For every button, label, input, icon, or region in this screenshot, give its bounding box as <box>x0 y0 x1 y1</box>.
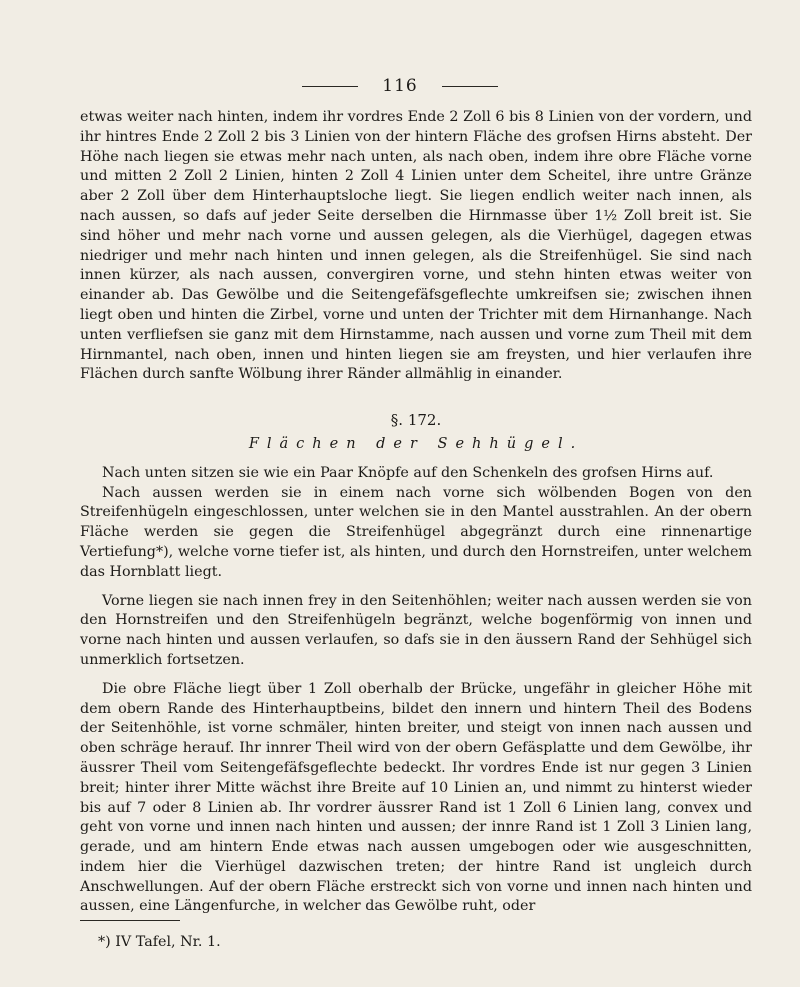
header-rule-right <box>442 86 498 87</box>
paragraph-3: Vorne liegen sie nach innen frey in den Seitenhöhlen; weiter nach aussen werden sie von den Hornstreifen und den Streifenhügeln begränzt, welche bogenförmig von innen und vorne nach hinten und aussen verlaufen, so dafs sie in den äussern Rand der Sehhügel sich unmerklich fortsetzen. <box>80 592 752 668</box>
paragraph-2: Nach aussen werden sie in einem nach vorne sich wölbenden Bogen von den Streifenhügeln eingeschlossen, unter welchen sie in den Mantel ausstrahlen. An der obern Fläche werden sie gegen die Streifenhügel abgegränzt durch eine rinnenartige Vertiefung*), welche vorne tiefer ist, als hinten, und durch den Hornstreifen, unter welchem das Hornblatt liegt. <box>80 484 752 580</box>
section-number: §. 172. <box>390 411 442 430</box>
page-number: 116 <box>382 76 418 96</box>
page-header <box>0 74 800 98</box>
footnote-rule <box>80 920 180 921</box>
paragraph-1: Nach unten sitzen sie wie ein Paar Knöpfe auf den Schenkeln des grofsen Hirns auf. <box>102 464 714 481</box>
continuation-paragraph: etwas weiter nach hinten, indem ihr vordres Ende 2 Zoll 6 bis 8 Linien von der vordern, und ihr hintres Ende 2 Zoll 2 bis 3 Linien von der hintern Fläche des grofsen Hirns absteht. Der Höhe nach liegen sie etwas mehr nach unten, als nach oben, indem ihre obre Fläche vorne und mitten 2 Zoll 2 Linien, hinten 2 Zoll 4 Linien unter dem Scheitel, ihre untre Gränze aber 2 Zoll über dem Hinterhauptsloche liegt. Sie liegen endlich weiter nach innen, als nach aussen, so dafs auf jeder Seite derselben die Hirnmasse über 1½ Zoll breit ist. Sie sind höher und mehr nach vorne und aussen gelegen, als die Vierhügel, dagegen etwas niedriger und mehr nach hinten und innen gelegen, als die Streifenhügel. Sie sind nach innen kürzer, als nach aussen, convergiren vorne, und stehn hinten etwas weiter von einander ab. Das Gewölbe und die Seitengefäfsgeflechte umkreifsen sie; zwischen ihnen liegt oben und hinten die Zirbel, vorne und unten der Trichter mit dem Hirnanhange. Nach unten verfliefsen sie ganz mit dem Hirnstamme, nach aussen und vorne zum Theil mit dem Hirnmantel, nach oben, innen und hinten liegen sie am freysten, und hier verlaufen ihre Flächen durch sanfte Wölbung ihrer Ränder allmählig in einander. <box>80 109 752 383</box>
section-title: Flächen der Sehhügel. <box>248 435 584 452</box>
header-rule-left <box>302 86 358 87</box>
footnote: *) IV Tafel, Nr. 1. <box>98 934 221 950</box>
paragraph-4: Die obre Fläche liegt über 1 Zoll oberhalb der Brücke, ungefähr in gleicher Höhe mit dem obern Rande des Hinterhauptbeins, bildet den innern und hintern Theil des Bodens der Seitenhöhle, ist vorne schmäler, hinten breiter, und steigt von innen nach aussen und oben schräge herauf. Ihr innrer Theil wird von der obern Gefäsplatte und dem Gewölbe, ihr äussrer Theil vom Seitengefäfsgeflechte bedeckt. Ihr vordres Ende ist nur gegen 3 Linien breit; hinter ihrer Mitte wächst ihre Breite auf 10 Linien an, und nimmt zu hinterst wieder bis auf 7 oder 8 Linien ab. Ihr vordrer äussrer Rand ist 1 Zoll 6 Linien lang, convex und geht von vorne und innen nach hinten und aussen; der innre Rand ist 1 Zoll 3 Linien lang, gerade, und am hintern Ende etwas nach aussen umgebogen oder wie ausgeschnitten, indem hier die Vierhügel dazwischen treten; der hintre Rand ist ungleich durch Anschwellungen. Auf der obern Fläche erstreckt sich von vorne und innen nach hinten und aussen, eine Längenfurche, in welcher das Gewölbe ruht, oder <box>80 680 752 915</box>
page-body <box>80 108 752 917</box>
paragraph-gap <box>80 671 752 680</box>
paragraph-gap <box>80 583 752 592</box>
